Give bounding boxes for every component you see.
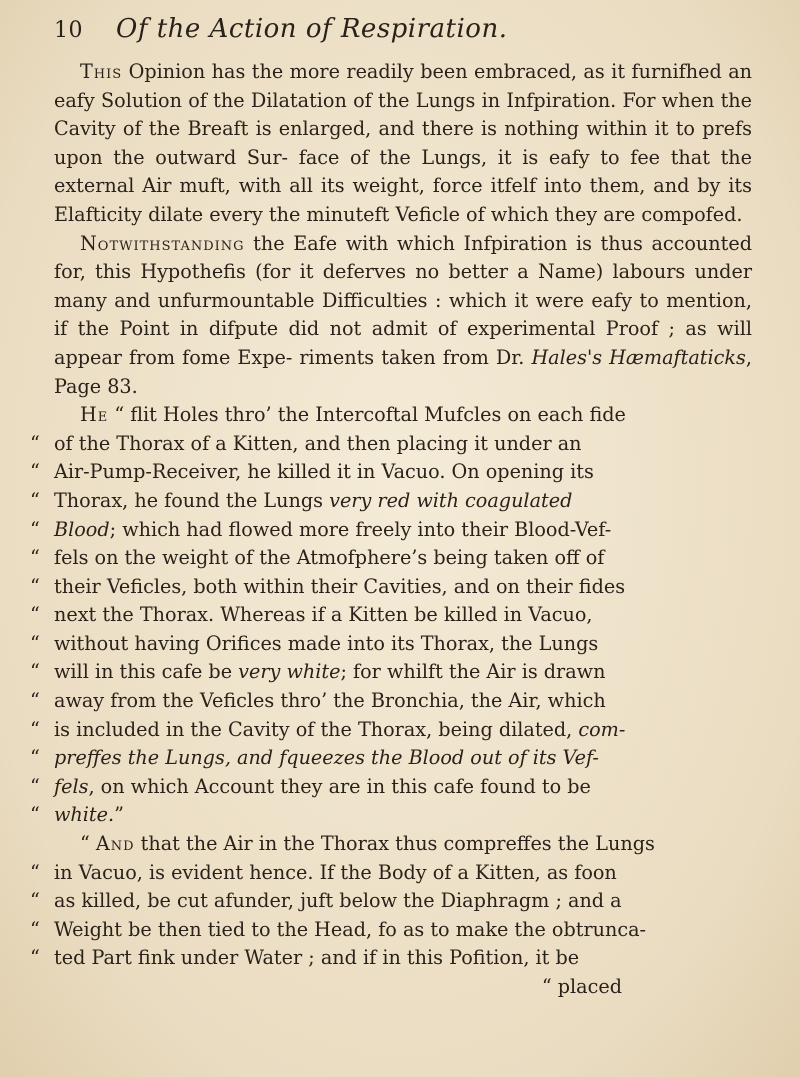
quoted-line: “ as killed, be cut afunder, juft below the Diaphragm ; and a [30, 889, 622, 913]
quoted-line: “ preffes the Lungs, and fqueezes the Blood out of its Vef- [30, 746, 599, 770]
quoted-line: “ of the Thorax of a Kitten, and then placing it under an [30, 431, 582, 455]
catchword: “ placed [541, 975, 622, 998]
paragraph-4: “ And that the Air in the Thorax thus compreffes the Lungs [80, 832, 655, 856]
quoted-line: “ Blood; which had flowed more freely into their Blood-Vef- [30, 517, 612, 541]
quoted-line: “ Thorax, he found the Lungs very red with coagulated [30, 488, 573, 512]
quoted-line: “ in Vacuo, is evident hence. If the Body of a Kitten, as foon [30, 860, 617, 884]
quoted-line: “ fels on the weight of the Atmofphere’s being taken off of [30, 546, 605, 570]
quoted-line: “ fels, on which Account they are in this cafe found to be [30, 774, 591, 798]
chapter-title: Of the Action of Respiration. [116, 14, 508, 44]
quoted-line: “ without having Orifices made into its Thorax, the Lungs [30, 631, 599, 655]
running-head [54, 14, 752, 58]
quoted-line: “ is included in the Cavity of the Thorax, being dilated, com- [30, 717, 626, 741]
quoted-line: “ Weight be then tied to the Head, fo as to make the obtrunca- [30, 917, 647, 941]
quoted-line: “ their Veficles, both within their Cavities, and on their fides [30, 574, 626, 598]
body-text [30, 58, 752, 1002]
quoted-line: “ Air-Pump-Receiver, he killed it in Vacuo. On opening its [30, 460, 594, 484]
quoted-line: “ white.” [30, 803, 124, 827]
page-number: 10 [54, 18, 83, 43]
quoted-line: “ will in this cafe be very white; for whilft the Air is drawn [30, 660, 606, 684]
paragraph-1: This Opinion has the more readily been embraced, as it furnifhed an eafy Solution of the Dilatation of the Lungs in Infpiration. For when the Cavity of the Breaft is enlarged, and there is nothing within it to prefs upon the outward Sur- face of the Lungs, it is eafy to fee that the external Air muft, with all its weight, force itfelf into them, and by its Elafticity dilate every the minuteft Veficle of which they are compofed. [54, 60, 752, 226]
quoted-line: “ away from the Veficles thro’ the Bronchia, the Air, which [30, 689, 606, 713]
paragraph-2: Notwithstanding the Eafe with which Infpiration is thus accounted for, this Hypothefis (for it deferves no better a Name) labours under many and unfurmountable Difficulties : which it were eafy to mention, if the Point in difpute did not admit of experimental Proof ; as will appear from fome Expe- riments taken from Dr. Hales's Hæmaftaticks, Page 83. [54, 231, 752, 398]
quoted-line: “ ted Part fink under Water ; and if in this Pofition, it be [30, 946, 580, 970]
paragraph-3: He “ flit Holes thro’ the Intercoftal Mufcles on each fide [80, 403, 626, 427]
quoted-line: “ next the Thorax. Whereas if a Kitten be killed in Vacuo, [30, 603, 593, 627]
